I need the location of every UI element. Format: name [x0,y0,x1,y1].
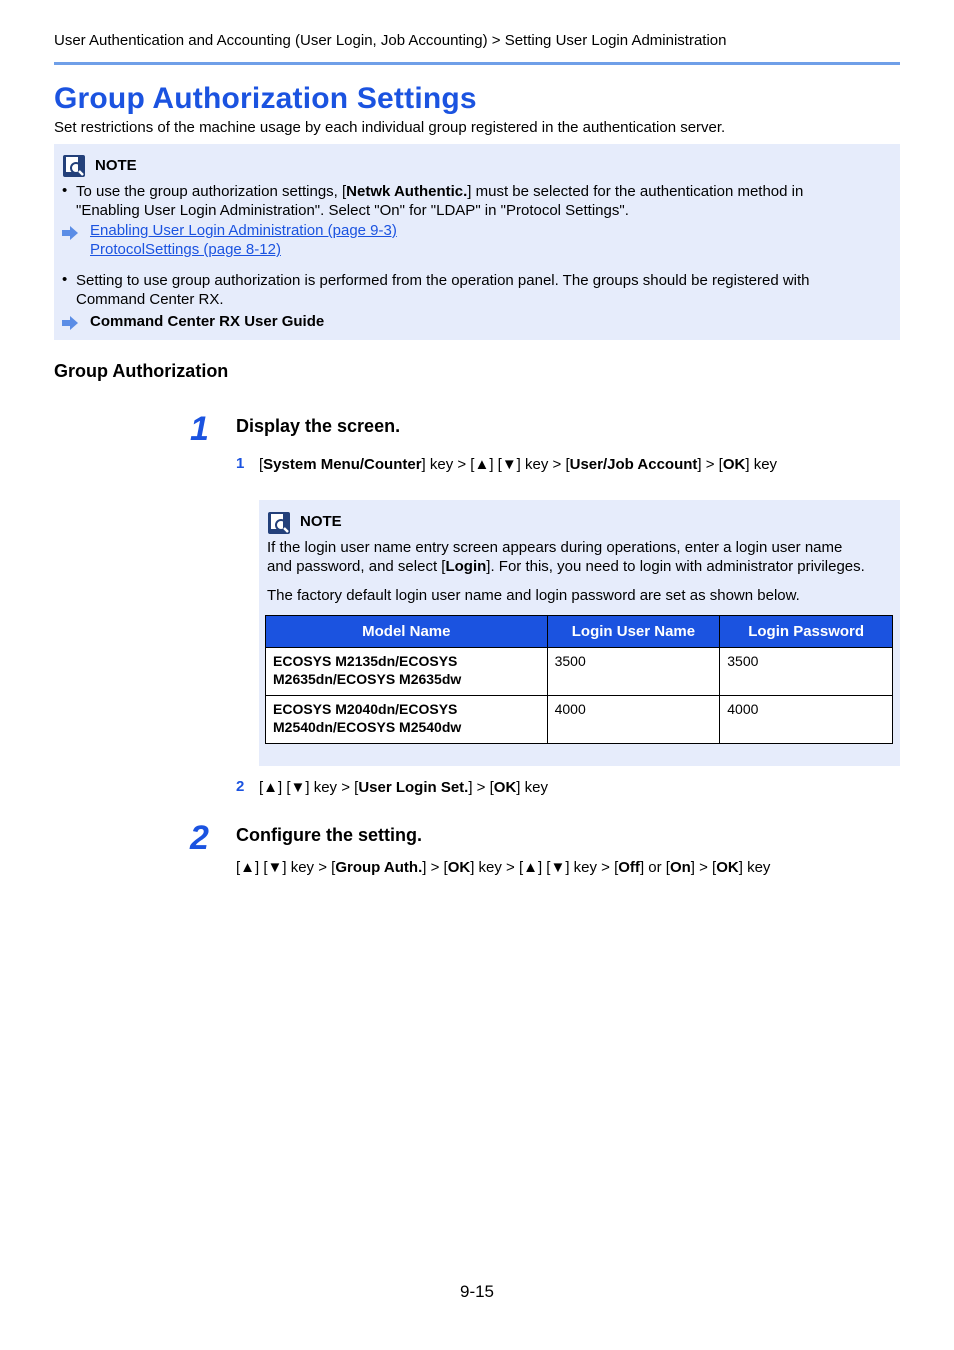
text: ] key [738,859,771,876]
key-name: User/Job Account [569,456,698,473]
arrow-right-icon [61,226,79,240]
text: ] must be selected for the authentication method in [467,183,804,200]
note-text [267,557,865,576]
step-title: Configure the setting. [236,825,422,845]
substep-number: 1 [236,455,245,472]
section-heading: Group Authorization [54,361,229,381]
note-bullet-2: Setting to use group authorization is performed from the operation panel. The groups should be registered with [76,272,810,289]
text: ] key > [▲] [▼] key > [ [470,859,619,876]
key-name: OK [716,859,739,876]
table-row [266,696,893,744]
text: ] key [516,779,548,796]
key-name: OK [493,779,517,796]
key-name: OK [447,859,471,876]
column-header: Login User Name [547,616,720,648]
note-label: NOTE [95,157,137,174]
column-header: Model Name [266,616,548,648]
link-protocol-settings[interactable]: ProtocolSettings (page 8-12) [90,241,281,258]
text: M2635dn/ECOSYS M2635dw [273,671,462,687]
text: [▲] [▼] key > [ [236,859,336,876]
note-text: The factory default login user name and login password are set as shown below. [267,587,800,604]
note-text: If the login user name entry screen appears during operations, enter a login user name [267,539,843,556]
note-bullet-1 [76,182,803,201]
note-bullet-2-line2: Command Center RX. [76,291,224,308]
note-label: NOTE [300,513,342,530]
text: ] > [ [690,859,717,876]
text: and password, and select [ [267,558,446,575]
table-row [266,648,893,696]
substep-instruction [259,778,548,797]
model-name-cell [266,696,548,744]
breadcrumb: User Authentication and Accounting (User Login, Job Accounting) > Setting User Login Administration [54,32,727,49]
step-number: 2 [190,819,209,857]
key-name: Off [618,859,640,876]
text: [▲] [▼] key > [ [259,779,359,796]
note-bullet-1-line2: "Enabling User Login Administration". Select "On" for "LDAP" in "Protocol Settings". [76,202,629,219]
key-name: Login [445,558,487,575]
key-name: User Login Set. [358,779,469,796]
key-name: System Menu/Counter [263,456,422,473]
header-rule [54,62,900,65]
text-bold: Netwk Authentic. [346,183,468,200]
key-name: Group Auth. [335,859,423,876]
step-instruction [236,858,770,877]
login-password-cell: 4000 [720,696,893,744]
intro-text: Set restrictions of the machine usage by each individual group registered in the authentication server. [54,119,726,136]
page-title: Group Authorization Settings [54,82,477,115]
bullet: • [62,271,68,288]
key-name: OK [722,456,746,473]
text: ]. For this, you need to login with administrator privileges. [486,558,865,575]
text: ] > [ [422,859,448,876]
text: [ [259,456,264,473]
text: ] > [ [468,779,494,796]
key-name: On [669,859,691,876]
bullet: • [62,182,68,199]
text: ] key > [▲] [▼] key > [ [421,456,570,473]
reference-guide: Command Center RX User Guide [90,313,325,330]
login-user-cell: 3500 [547,648,720,696]
text: ] key [745,456,778,473]
substep-number: 2 [236,778,245,795]
table-header-row [266,616,893,648]
text: ECOSYS M2135dn/ECOSYS [273,653,458,669]
step-number: 1 [190,410,209,448]
text: To use the group authorization settings, [ [76,183,347,200]
note-icon [63,155,85,177]
arrow-right-icon [61,316,79,330]
column-header: Login Password [720,616,893,648]
link-enabling-user-login[interactable]: Enabling User Login Administration (page 9-3) [90,222,397,239]
page-number: 9-15 [459,1282,495,1301]
substep-instruction [259,455,777,474]
model-name-cell [266,648,548,696]
text: ] > [ [697,456,723,473]
text: M2540dn/ECOSYS M2540dw [273,719,462,735]
default-login-table [265,615,893,744]
login-password-cell: 3500 [720,648,893,696]
note-icon [268,512,290,534]
step-title: Display the screen. [236,416,401,436]
text: ECOSYS M2040dn/ECOSYS [273,701,458,717]
login-user-cell: 4000 [547,696,720,744]
text: ] or [ [639,859,670,876]
